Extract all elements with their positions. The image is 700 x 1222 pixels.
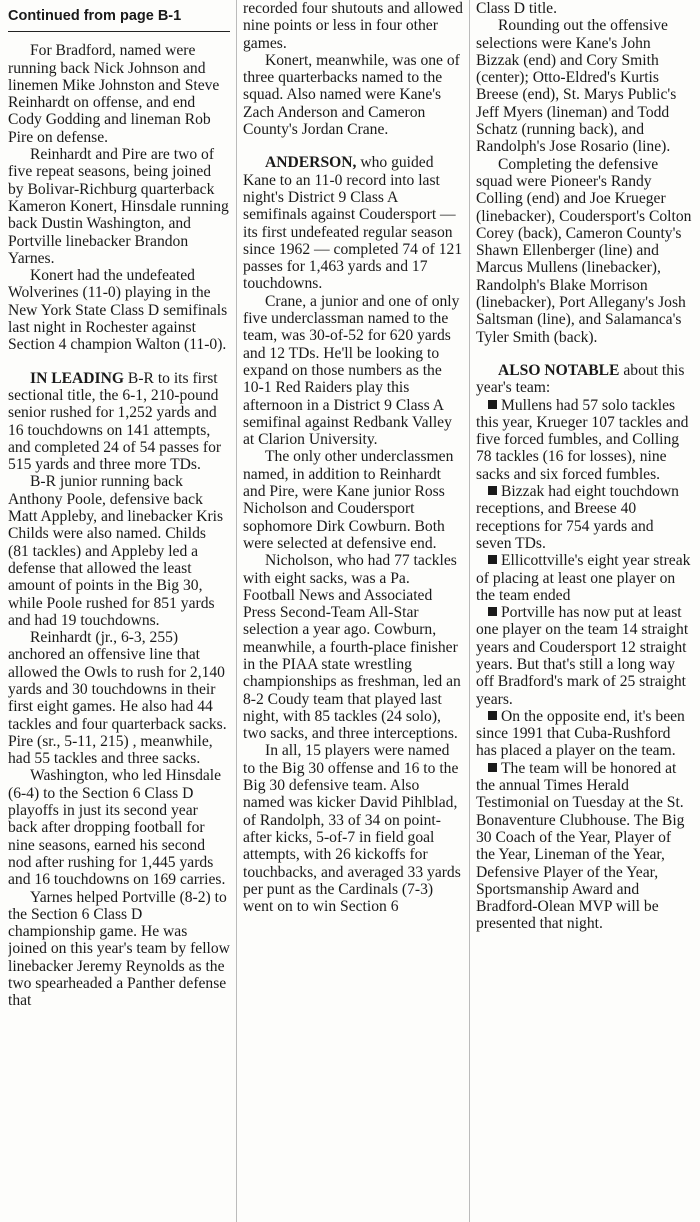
paragraph-text: about this year's team: bbox=[476, 361, 685, 397]
bullet-text: The team will be honored at the annual Times Herald Testimonial on Tuesday at the St. Bonaventure Clubhouse. The Big 30 Coach of the Year, Player of the Year, Lineman of the Year, Defensive Player of the Year, Sportsmanship Award and Bradford-Olean MVP will be presented that night. bbox=[476, 759, 685, 933]
bullet-text: On the opposite end, it's been since 1991 that Cuba-Rushford has placed a player on the team. bbox=[476, 707, 685, 760]
paragraph: Yarnes helped Portville (8-2) to the Section 6 Class D championship game. He was joined on this year's team by fellow linebacker Jeremy Reynolds as the two spearheaded a Panther defense that bbox=[8, 888, 230, 1010]
paragraph: For Bradford, named were running back Nick Johnson and linemen Mike Johnston and Steve Reinhardt on offense, and end Cody Godding and lineman Rob Pire on defense. bbox=[8, 42, 220, 146]
paragraph: B-R junior running back Anthony Poole, defensive back Matt Appleby, and linebacker Kris Childs were also named. Childs (81 tackles) and Appleby led a defense that allowed the least amount of points in the Big 30, while Poole rushed for 851 yards and had 19 touchdowns. bbox=[8, 473, 224, 629]
bullet-item bbox=[476, 552, 692, 604]
paragraph: Konert had the undefeated Wolverines (11-0) playing in the New York State Class D semifinals last night in Rochester against Section 4 champion Walton (11-0). bbox=[8, 267, 228, 354]
column-divider bbox=[236, 0, 237, 1222]
section-lead-paragraph bbox=[8, 370, 230, 474]
continued-header: Continued from page B-1 bbox=[8, 0, 230, 32]
section-lead: ALSO NOTABLE bbox=[498, 361, 620, 379]
column-divider bbox=[469, 0, 470, 1222]
bullet-item bbox=[476, 604, 692, 708]
bullet-item bbox=[476, 708, 692, 760]
column-3 bbox=[476, 0, 692, 1222]
bullet-text: Bizzak had eight touchdown receptions, and Breese 40 receptions for 754 yards and seven TDs. bbox=[476, 483, 679, 552]
square-bullet-icon bbox=[488, 486, 497, 495]
paragraph: Completing the defensive squad were Pioneer's Randy Colling (end) and Joe Krueger (linebacker), Coudersport's Colton Corey (back), Cameron County's Shawn Ellenberger (line) and Marcus Mullens (linebacker), Randolph's Blake Morrison (linebacker), Port Allegany's Josh Saltsman (line), and Salamanca's Tyler Smith (back). bbox=[476, 155, 692, 346]
paragraph: Reinhardt (jr., 6-3, 255) anchored an offensive line that allowed the Owls to rush for 2,140 yards and 30 touchdowns in their first eight games. He also had 44 tackles and four quarterback sacks. Pire (sr., 5-11, 215) , meanwhile, had 55 tackles and three sacks. bbox=[8, 629, 227, 768]
column-1 bbox=[8, 0, 230, 1222]
bullet-text: Portville has now put at least one player on the team 14 straight years and Coudersport 12 straight years. But that's still a long way off Bradford's mark of 25 straight years. bbox=[476, 604, 689, 708]
bullet-text: Ellicottville's eight year streak of placing at least one player on the team ended bbox=[476, 552, 691, 604]
paragraph: Crane, a junior and one of only five underclassman named to the team, was 30-of-52 for 620 yards and 12 TDs. He'll be looking to expand on those numbers as the 10-1 Red Raiders play this afternoon in a District 9 Class A semifinal against Redbank Valley at Clarion University. bbox=[243, 292, 460, 449]
square-bullet-icon bbox=[488, 555, 497, 564]
paragraph-text: B-R to its first sectional title, the 6-1, 210-pound senior rushed for 1,252 yards and 16 touchdowns on 141 attempts, and completed 24 of 54 passes for 515 yards and three more TDs. bbox=[8, 369, 222, 474]
paragraph: Reinhardt and Pire are two of five repeat seasons, being joined by Bolivar-Richburg quarterback Kameron Konert, Hinsdale running back Dustin Washington, and Portville linebacker Brandon Yarnes. bbox=[8, 146, 229, 267]
paragraph: The only other underclassmen named, in addition to Reinhardt and Pire, were Kane junior Ross Nicholson and Coudersport sophomore Dirk Cowburn. Both were selected at defensive end. bbox=[243, 448, 454, 552]
square-bullet-icon bbox=[488, 763, 497, 772]
bullet-item bbox=[476, 397, 692, 483]
paragraph: In all, 15 players were named to the Big 30 offense and 16 to the Big 30 defensive team. Also named was kicker David Pihlblad, of Randolph, 33 of 34 on point-after kicks, 5-of-7 in field goal attempts, with 26 kickoffs for touchbacks, and averaged 33 yards per punt as the Cardinals (7-3) went on to win Section 6 bbox=[243, 742, 461, 916]
square-bullet-icon bbox=[488, 711, 497, 720]
bullet-item bbox=[476, 760, 692, 933]
bullet-text: Mullens had 57 solo tackles this year, Krueger 107 tackles and five forced fumbles, and Colling 78 tackles (16 for losses), nine sacks and six forced fumbles. bbox=[476, 396, 689, 483]
square-bullet-icon bbox=[488, 400, 497, 409]
paragraph: Class D title. bbox=[476, 0, 557, 17]
section-lead: ANDERSON, bbox=[265, 154, 357, 172]
bullet-item bbox=[476, 483, 692, 552]
section-lead-paragraph bbox=[476, 362, 692, 397]
square-bullet-icon bbox=[488, 607, 497, 616]
paragraph: Washington, who led Hinsdale (6-4) to the Section 6 Class D playoffs in just its second year back after dropping football for nine seasons, earned his second nod after rushing for 1,445 yards and 16 touchdowns on 169 carries. bbox=[8, 767, 226, 889]
paragraph: Nicholson, who had 77 tackles with eight sacks, was a Pa. Football News and Associated Press Second-Team All-Star selection a year ago. Cowburn, meanwhile, a fourth-place finisher in the PIAA state wrestling championships as freshman, led an 8-2 Coudy team that played last night, with 85 tackles (24 solo), two sacks, and three interceptions. bbox=[243, 552, 461, 743]
section-lead: IN LEADING bbox=[30, 369, 125, 387]
paragraph: Konert, meanwhile, was one of three quarterbacks named to the squad. Also named were Kane's Zach Anderson and Cameron County's Jordan Crane. bbox=[243, 51, 460, 139]
paragraph: Rounding out the offensive selections were Kane's John Bizzak (end) and Cory Smith (center); Otto-Eldred's Kurtis Breese (end), St. Marys Public's Jeff Myers (lineman) and Todd Schatz (running back), and Randolph's Jose Rosario (line). bbox=[476, 17, 677, 156]
paragraph-text: who guided Kane to an 11-0 record into last night's District 9 Class A semifinals against Coudersport — its first undefeated regular season since 1962 — completed 74 of 121 passes for 1,463 yards and 17 touchdowns. bbox=[243, 154, 463, 293]
paragraph: recorded four shutouts and allowed nine points or less in four other games. bbox=[243, 0, 463, 52]
column-2 bbox=[243, 0, 463, 1222]
section-lead-paragraph bbox=[243, 154, 463, 292]
